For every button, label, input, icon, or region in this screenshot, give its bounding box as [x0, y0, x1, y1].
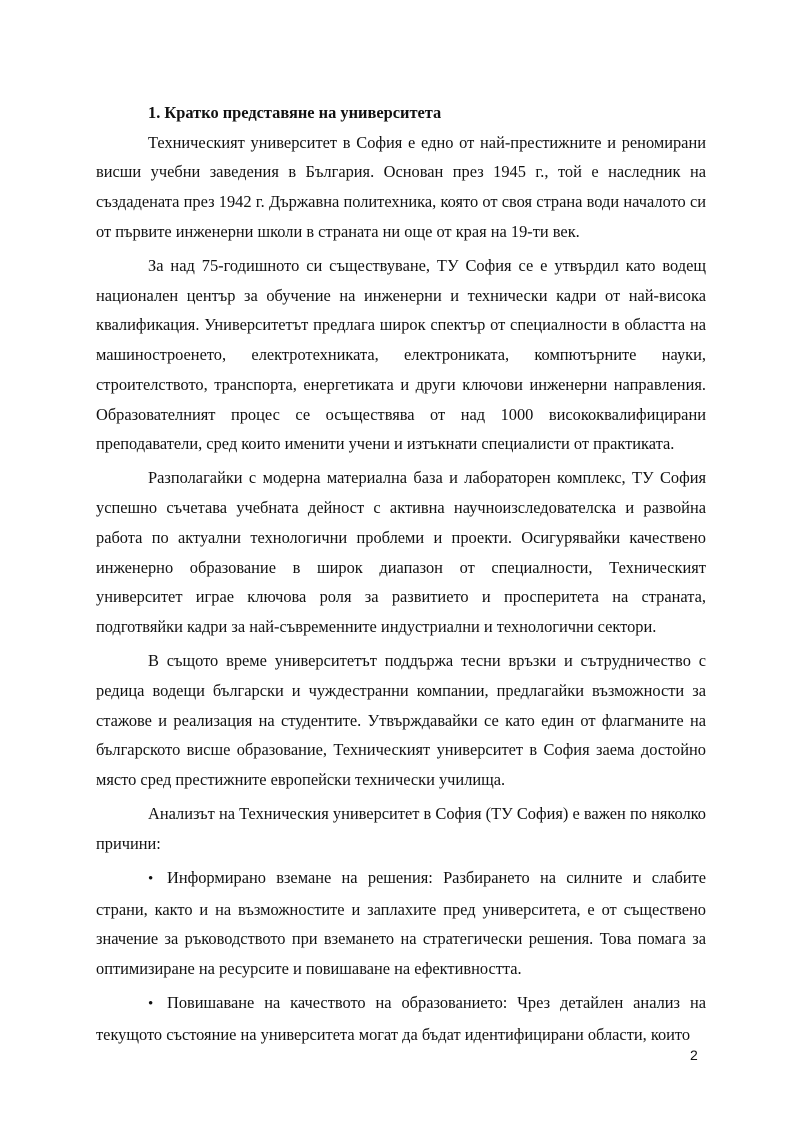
reasons-list	[96, 863, 706, 1050]
list-item-text: Повишаване на качеството на образованието: Чрез детайлен анализ на текущото състояние на университета могат да бъдат идентифицирани области, които	[96, 993, 706, 1045]
paragraph-national-center: За над 75-годишното си съществуване, ТУ София се е утвърдил като водещ национален център за обучение на инженерни и технически кадри от най-висока квалификация. Университетът предлага широк спектър от специалности в областта на машиностроенето, електротехниката, електрониката, компютърните науки, строителството, транспорта, енергетиката и други ключови инженерни направления. Образователният процес се осъществява от над 1000 висококвалифицирани преподаватели, сред които именити учени и изтъкнати специалисти от практиката.	[96, 256, 706, 454]
bullet-icon: •	[148, 871, 154, 888]
list-item-education-quality	[96, 988, 706, 1049]
page-number: 2	[690, 1047, 698, 1063]
section-heading: 1. Кратко представяне на университета	[148, 103, 442, 122]
paragraph-analysis-intro: Анализът на Техническия университет в София (ТУ София) е важен по няколко причини:	[96, 804, 706, 853]
paragraph-facilities: Разполагайки с модерна материална база и лабораторен комплекс, ТУ София успешно съчетава учебната дейност с активна научноизследователска и развойна работа по актуални технологични проблеми и проекти. Осигурявайки качествено инженерно образование в широк диапазон от специалности, Техническият университет играе ключова роля за развитието и просперитета на страната, подготвяйки кадри за най-съвременните индустриални и технологични сектори.	[96, 468, 706, 636]
paragraph-history: Техническият университет в София е едно от най-престижните и реномирани висши учебни заведения в България. Основан през 1945 г., той е наследник на създадената през 1942 г. Държавна политехника, която от своя страна води началото си от първите инженерни школи в страната ни още от края на 19-ти век.	[96, 132, 706, 241]
document-page	[96, 98, 706, 1054]
bullet-icon: •	[148, 996, 154, 1013]
paragraph-industry-links: В същото време университетът поддържа тесни връзки и сътрудничество с редица водещи български и чуждестранни компании, предлагайки възможности за стажове и реализация на студентите. Утвърждавайки се като един от флагманите на българското висше образование, Техническият университет в София заема достойно място сред престижните европейски технически училища.	[96, 651, 706, 789]
list-item-informed-decisions	[96, 863, 706, 984]
list-item-text: Информирано вземане на решения: Разбирането на силните и слабите страни, както и на възможностите и заплахите пред университета, е от съществено значение за ръководството при вземането на стратегически решения. Това помага за оптимизиране на ресурсите и повишаване на ефективността.	[96, 868, 706, 979]
